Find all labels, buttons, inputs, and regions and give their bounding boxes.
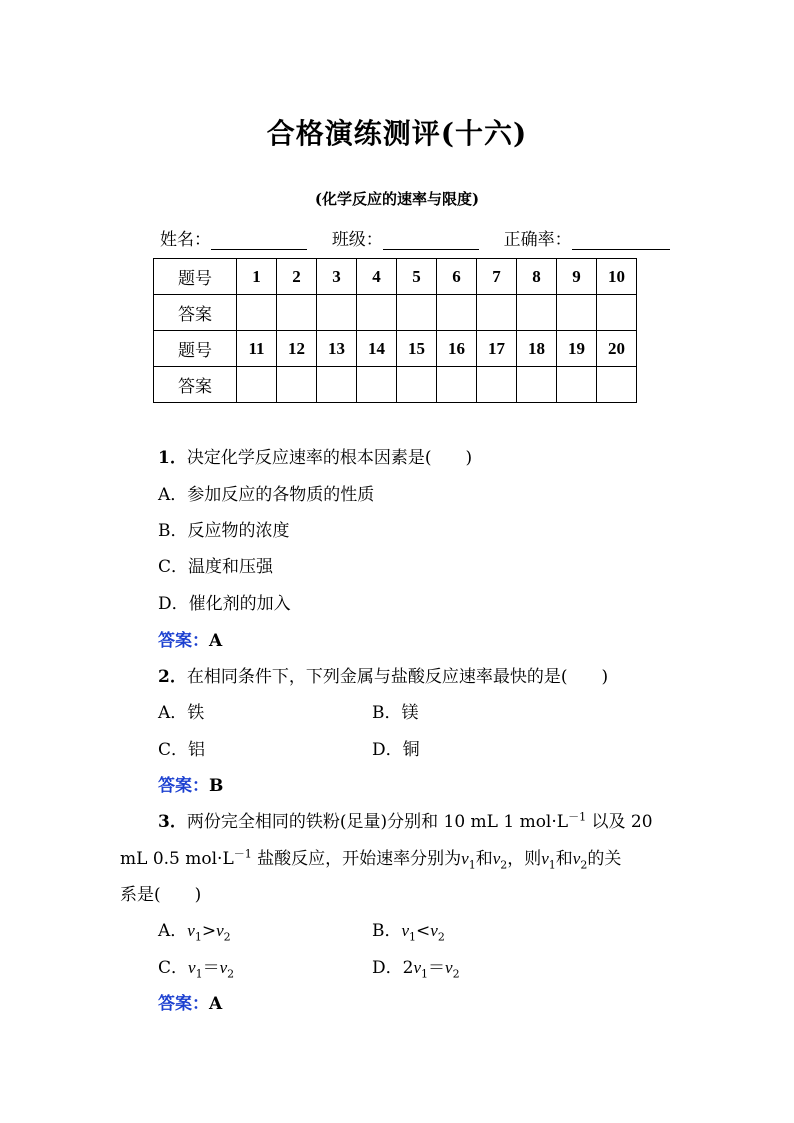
operator: ＝ xyxy=(428,958,446,978)
question-number: 2． xyxy=(158,667,187,687)
subscript: 2 xyxy=(500,858,508,872)
coefficient: 2 xyxy=(402,958,414,978)
question-number-cell: 7 xyxy=(477,259,517,295)
q1-option-a: A．参加反应的各物质的性质 xyxy=(158,485,375,505)
subscript: 1 xyxy=(421,967,429,981)
operator: > xyxy=(201,921,217,941)
subscript: 1 xyxy=(194,930,202,944)
option-label: B． xyxy=(372,921,402,941)
rate-symbol: v xyxy=(219,958,228,977)
answer-cell[interactable] xyxy=(557,295,597,331)
rate-symbol: v xyxy=(492,849,501,868)
answer-value: B xyxy=(209,776,224,796)
q1-answer xyxy=(158,626,222,651)
subscript: 2 xyxy=(452,967,460,981)
question-number-cell: 19 xyxy=(557,331,597,367)
question-3-line-2 xyxy=(120,844,621,871)
rate-symbol: v xyxy=(401,921,410,940)
answer-label: 答案： xyxy=(158,631,209,651)
class-blank[interactable] xyxy=(383,231,479,250)
table-row xyxy=(154,367,637,403)
answer-cell[interactable] xyxy=(237,367,277,403)
answer-cell[interactable] xyxy=(437,295,477,331)
q3-answer xyxy=(158,989,222,1014)
answer-value: A xyxy=(209,631,223,651)
question-text: ，则 xyxy=(507,849,542,869)
answer-cell[interactable] xyxy=(357,295,397,331)
answer-cell[interactable] xyxy=(557,367,597,403)
rate-symbol: v xyxy=(413,958,422,977)
question-number-cell: 15 xyxy=(397,331,437,367)
q2-option-c: C．铝 xyxy=(158,740,206,760)
page-subtitle: (化学反应的速率与限度) xyxy=(314,190,480,208)
answer-label: 答案： xyxy=(158,994,209,1014)
q3-option-c xyxy=(158,953,234,980)
question-2-stem xyxy=(158,662,608,687)
answer-header: 答案 xyxy=(154,367,237,403)
q1-option-b: B．反应物的浓度 xyxy=(158,521,290,541)
answer-cell[interactable] xyxy=(517,295,557,331)
q2-answer xyxy=(158,771,223,796)
table-row xyxy=(154,259,637,295)
rate-symbol: v xyxy=(187,921,195,940)
option-label: A． xyxy=(158,921,188,941)
question-text: 和 xyxy=(475,849,493,869)
answer-cell[interactable] xyxy=(477,367,517,403)
superscript: －1 xyxy=(233,847,252,861)
class-label: 班级： xyxy=(331,230,383,250)
name-label: 姓名： xyxy=(160,230,211,250)
question-number-cell: 18 xyxy=(517,331,557,367)
subscript: 2 xyxy=(437,930,445,944)
question-number-cell: 14 xyxy=(357,331,397,367)
name-blank[interactable] xyxy=(211,231,307,250)
answer-cell[interactable] xyxy=(437,367,477,403)
question-text: 两份完全相同的铁粉(足量)分别和 10 mL 1 mol·L xyxy=(186,812,569,832)
subscript: 1 xyxy=(548,858,556,872)
operator: < xyxy=(416,921,431,941)
q2-option-d: D．铜 xyxy=(372,740,420,760)
question-number-header: 题号 xyxy=(154,331,237,367)
rate-symbol: v xyxy=(445,958,453,977)
answer-cell[interactable] xyxy=(237,295,277,331)
subscript: 2 xyxy=(223,930,231,944)
answer-cell[interactable] xyxy=(277,367,317,403)
answer-cell[interactable] xyxy=(597,295,637,331)
rate-symbol: v xyxy=(572,849,581,868)
q2-option-b: B．镁 xyxy=(372,703,419,723)
answer-grid xyxy=(153,258,637,403)
question-number: 3． xyxy=(158,812,187,832)
rate-symbol: v xyxy=(461,849,469,868)
question-number-cell: 3 xyxy=(317,259,357,295)
question-text: 的关 xyxy=(587,849,622,869)
q2-option-a: A．铁 xyxy=(158,703,205,723)
answer-header: 答案 xyxy=(154,295,237,331)
question-number-cell: 12 xyxy=(277,331,317,367)
answer-cell[interactable] xyxy=(477,295,517,331)
option-label: C． xyxy=(158,958,189,978)
question-number-cell: 17 xyxy=(477,331,517,367)
rate-symbol: v xyxy=(430,921,438,940)
question-number-cell: 5 xyxy=(397,259,437,295)
student-info xyxy=(160,225,670,250)
question-number-cell: 13 xyxy=(317,331,357,367)
question-number: 1． xyxy=(158,448,187,468)
operator: ＝ xyxy=(202,958,220,978)
page-title: 合格演练测评(十六) xyxy=(266,117,528,150)
q1-option-d: D．催化剂的加入 xyxy=(158,594,291,614)
answer-label: 答案： xyxy=(158,776,209,796)
table-row xyxy=(154,331,637,367)
question-text: 盐酸反应，开始速率分别为 xyxy=(251,849,462,869)
answer-cell[interactable] xyxy=(277,295,317,331)
option-label: D． xyxy=(372,958,403,978)
subscript: 1 xyxy=(409,930,417,944)
question-number-cell: 16 xyxy=(437,331,477,367)
answer-cell[interactable] xyxy=(597,367,637,403)
question-text: 以及 20 xyxy=(586,812,653,832)
question-number-cell: 11 xyxy=(237,331,277,367)
accuracy-label: 正确率： xyxy=(503,230,572,250)
question-text: mL 0.5 mol·L xyxy=(120,849,234,869)
question-number-header: 题号 xyxy=(154,259,237,295)
subscript: 2 xyxy=(580,858,588,872)
subscript: 1 xyxy=(195,967,203,981)
accuracy-blank[interactable] xyxy=(572,231,670,250)
question-number-cell: 4 xyxy=(357,259,397,295)
q3-option-b xyxy=(372,916,445,943)
q3-option-a xyxy=(158,916,231,943)
question-number-cell: 9 xyxy=(557,259,597,295)
question-number-cell: 1 xyxy=(237,259,277,295)
question-3-line-1 xyxy=(158,807,653,832)
rate-symbol: v xyxy=(541,849,549,868)
question-number-cell: 6 xyxy=(437,259,477,295)
answer-cell[interactable] xyxy=(317,295,357,331)
question-1-stem xyxy=(158,443,472,468)
question-text: 在相同条件下，下列金属与盐酸反应速率最快的是( ) xyxy=(186,667,609,687)
question-text: 和 xyxy=(555,849,573,869)
table-row xyxy=(154,295,637,331)
answer-cell[interactable] xyxy=(317,367,357,403)
q3-option-d xyxy=(372,953,460,980)
q1-option-c: C．温度和压强 xyxy=(158,557,274,577)
rate-symbol: v xyxy=(216,921,224,940)
answer-cell[interactable] xyxy=(357,367,397,403)
question-number-cell: 8 xyxy=(517,259,557,295)
rate-symbol: v xyxy=(188,958,196,977)
question-3-line-3: 系是( ) xyxy=(120,885,202,905)
answer-value: A xyxy=(209,994,223,1014)
question-text: 决定化学反应速率的根本因素是( ) xyxy=(186,448,473,468)
question-number-cell: 2 xyxy=(277,259,317,295)
answer-cell[interactable] xyxy=(517,367,557,403)
subscript: 1 xyxy=(468,858,476,872)
subscript: 2 xyxy=(227,967,235,981)
answer-cell[interactable] xyxy=(397,367,437,403)
answer-cell[interactable] xyxy=(397,295,437,331)
question-number-cell: 20 xyxy=(597,331,637,367)
superscript: －1 xyxy=(568,810,587,824)
question-number-cell: 10 xyxy=(597,259,637,295)
